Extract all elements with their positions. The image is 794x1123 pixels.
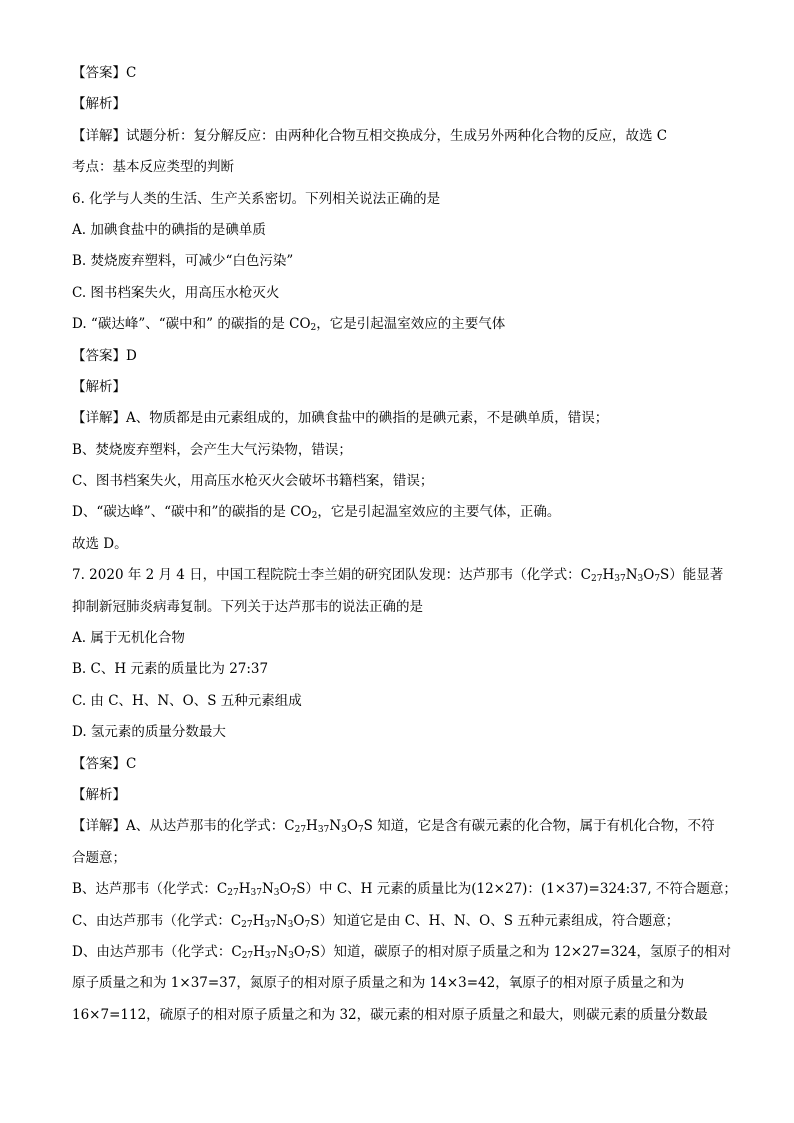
text-line: 原子质量之和为 1×37=37，氮原子的相对原子质量之和为 14×3=42，氧原子的相对原子质量之和为: [72, 975, 685, 992]
text-line: 故选 D。: [72, 535, 128, 552]
text-line: B. C、H 元素的质量比为 27:37: [72, 661, 269, 678]
text-line: 【详解】A、从达芦那韦的化学式：$C_{27}H_{37}N_3O_7S$ 知道，它是含有碳元素的化合物，属于有机化合物，不符: [72, 818, 715, 836]
text-line: D、由达芦那韦（化学式：$C_{27}H_{37}N_3O_7S$）知道，碳原子的相对原子质量之和为 12×27=324，氢原子的相对: [72, 943, 731, 961]
text-line: 【答案】D: [72, 347, 137, 364]
document-body: [72, 62, 737, 1035]
text-line: C. 由 C、H、N、O、S 五种元素组成: [72, 692, 302, 709]
text-line: B、达芦那韦（化学式：$C_{27}H_{37}N_3O_7S$）中 C、H 元素的质量比为(12×27)：(1×37)=324:37, 不符合题意；: [72, 881, 737, 899]
text-line: 【答案】C: [72, 755, 137, 772]
text-line: A. 属于无机化合物: [72, 630, 185, 647]
text-line: C、由达芦那韦（化学式：$C_{27}H_{37}N_3O_7S$）知道它是由 C、H、N、O、S 五种元素组成，符合题意；: [72, 912, 680, 930]
text-line: B、焚烧废弃塑料，会产生大气污染物，错误；: [72, 441, 352, 458]
text-line: 【解析】: [72, 96, 126, 113]
text-line: 6. 化学与人类的生活、生产关系密切。下列相关说法正确的是: [72, 190, 441, 207]
text-line: 【解析】: [72, 378, 126, 395]
text-line: 【解析】: [72, 786, 126, 803]
text-line: B. 焚烧废弃塑料，可减少“白色污染”: [72, 253, 294, 270]
text-line: D. 氢元素的质量分数最大: [72, 724, 226, 741]
text-line: 16×7=112，硫原子的相对原子质量之和为 32，碳元素的相对原子质量之和最大，则碳元素的质量分数最: [72, 1006, 708, 1023]
text-line: C. 图书档案失火，用高压水枪灭火: [72, 284, 280, 301]
text-line: D. “碳达峰”、“碳中和” 的碳指的是 $CO_2$，它是引起温室效应的主要气体: [72, 316, 506, 334]
text-line: 抑制新冠肺炎病毒复制。下列关于达芦那韦的说法正确的是: [72, 598, 423, 615]
text-line: 7. 2020 年 2 月 4 日，中国工程院院士李兰娟的研究团队发现：达芦那韦（化学式：$C_{27}H_{37}N_3O_7S$）能显著: [72, 567, 724, 585]
text-line: 考点：基本反应类型的判断: [72, 159, 234, 176]
text-line: A. 加碘食盐中的碘指的是碘单质: [72, 221, 266, 238]
text-line: D、“碳达峰”、“碳中和”的碳指的是 $CO_2$，它是引起温室效应的主要气体，正确。: [72, 504, 561, 522]
text-line: 【详解】A、物质都是由元素组成的，加碘食盐中的碘指的是碘元素，不是碘单质，错误；: [72, 410, 609, 427]
text-line: C、图书档案失火，用高压水枪灭火会破坏书籍档案，错误；: [72, 473, 434, 490]
text-line: 【答案】C: [72, 65, 137, 81]
text-line: 合题意；: [72, 849, 126, 866]
text-line: 【详解】试题分析：复分解反应：由两种化合物互相交换成分，生成另外两种化合物的反应，故选 C: [72, 127, 668, 144]
